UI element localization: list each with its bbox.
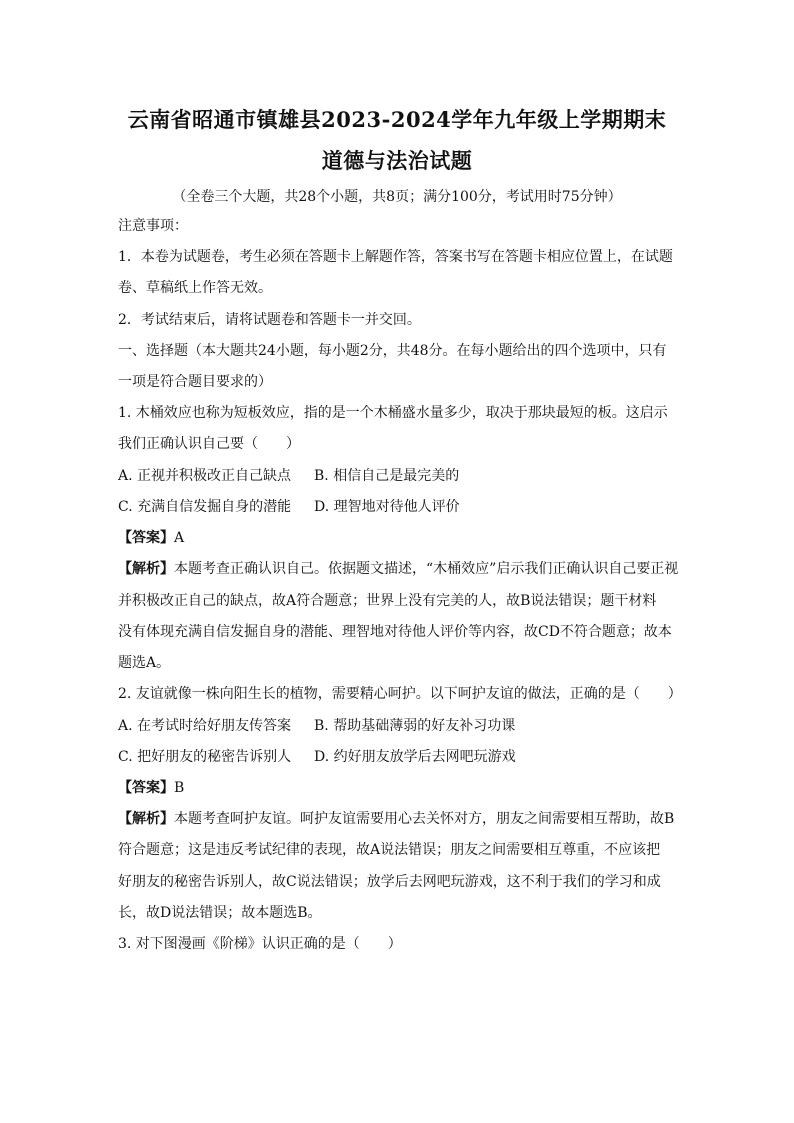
q1-analysis-label: 【解析】 — [118, 561, 174, 577]
q2-option-d: D. 约好朋友放学后去网吧玩游戏 — [314, 749, 516, 765]
notes-item1-line1: 1．本卷为试题卷，考生必须在答题卡上解题作答，答案书写在答题卡相应位置上，在试题 — [118, 249, 673, 265]
q1-analysis-line3: 没有体现充满自信发掘自身的潜能、理智地对待他人评价等内容，故CD不符合题意；故本 — [118, 624, 672, 640]
section1-instruction-line2: 一项是符合题目要求的） — [118, 374, 272, 390]
q2-answer-label: 【答案】 — [118, 780, 174, 796]
q3-stem-line1: 3. 对下图漫画《阶梯》认识正确的是（ ） — [118, 936, 402, 952]
q1-analysis-text1: 本题考查正确认识自己。依据题文描述，“木桶效应”启示我们正确认识自己要正视 — [174, 561, 679, 577]
exam-title-line1: 云南省昭通市镇雄县2023-2024学年九年级上学期期末 — [127, 107, 667, 132]
q1-option-d: D. 理智地对待他人评价 — [314, 499, 460, 515]
q1-option-a: A. 正视并积极改正自己缺点 — [118, 468, 292, 484]
q2-option-b: B. 帮助基础薄弱的好友补习功课 — [314, 718, 516, 734]
q1-stem-line1: 1. 木桶效应也称为短板效应，指的是一个木桶盛水量多少，取决于那块最短的板。这启示 — [118, 405, 668, 421]
q2-analysis-line2: 符合题意；这是违反考试纪律的表现，故A说法错误；朋友之间需要相互尊重，不应该把 — [118, 842, 661, 858]
notes-heading: 注意事项： — [118, 218, 188, 234]
q2-analysis-line3: 好朋友的秘密告诉别人，故C说法错误；放学后去网吧玩游戏，这不利于我们的学习和成 — [118, 874, 661, 890]
q2-analysis-line1 — [118, 809, 674, 829]
notes-item2: 2．考试结束后，请将试题卷和答题卡一并交回。 — [118, 312, 421, 328]
q1-analysis-line1 — [118, 559, 678, 579]
q2-option-a: A. 在考试时给好朋友传答案 — [118, 718, 292, 734]
q2-analysis-line4: 长，故D说法错误；故本题选B。 — [118, 905, 322, 921]
section1-instruction-line1: 一、选择题（本大题共24小题，每小题2分，共48分。在每小题给出的四个选项中，只有 — [118, 343, 667, 359]
exam-subtitle: （全卷三个大题，共28个小题，共8页；满分100分，考试用时75分钟） — [172, 189, 622, 205]
q2-answer — [118, 778, 184, 798]
q2-analysis-text1: 本题考查呵护友谊。呵护友谊需要用心去关怀对方，朋友之间需要相互帮助，故B — [174, 811, 675, 827]
exam-title-line2: 道德与法治试题 — [321, 148, 473, 173]
q2-stem-line1: 2. 友谊就像一株向阳生长的植物，需要精心呵护。以下呵护友谊的做法，正确的是（ ） — [118, 686, 682, 702]
q1-analysis-line2: 并积极改正自己的缺点，故A符合题意；世界上没有完美的人，故B说法错误；题干材料 — [118, 593, 657, 609]
q1-analysis-line4: 题选A。 — [118, 655, 171, 671]
q2-answer-value: B — [174, 780, 185, 796]
q2-option-c: C. 把好朋友的秘密告诉别人 — [118, 749, 292, 765]
q1-answer-value: A — [174, 530, 185, 546]
q2-analysis-label: 【解析】 — [118, 811, 174, 827]
q1-answer — [118, 528, 184, 548]
q1-option-b: B. 相信自己是最完美的 — [314, 468, 460, 484]
q1-answer-label: 【答案】 — [118, 530, 174, 546]
q1-option-c: C. 充满自信发掘自身的潜能 — [118, 499, 292, 515]
q1-stem-line2: 我们正确认识自己要（ ） — [118, 436, 300, 452]
notes-item1-line2: 卷、草稿纸上作答无效。 — [118, 280, 272, 296]
